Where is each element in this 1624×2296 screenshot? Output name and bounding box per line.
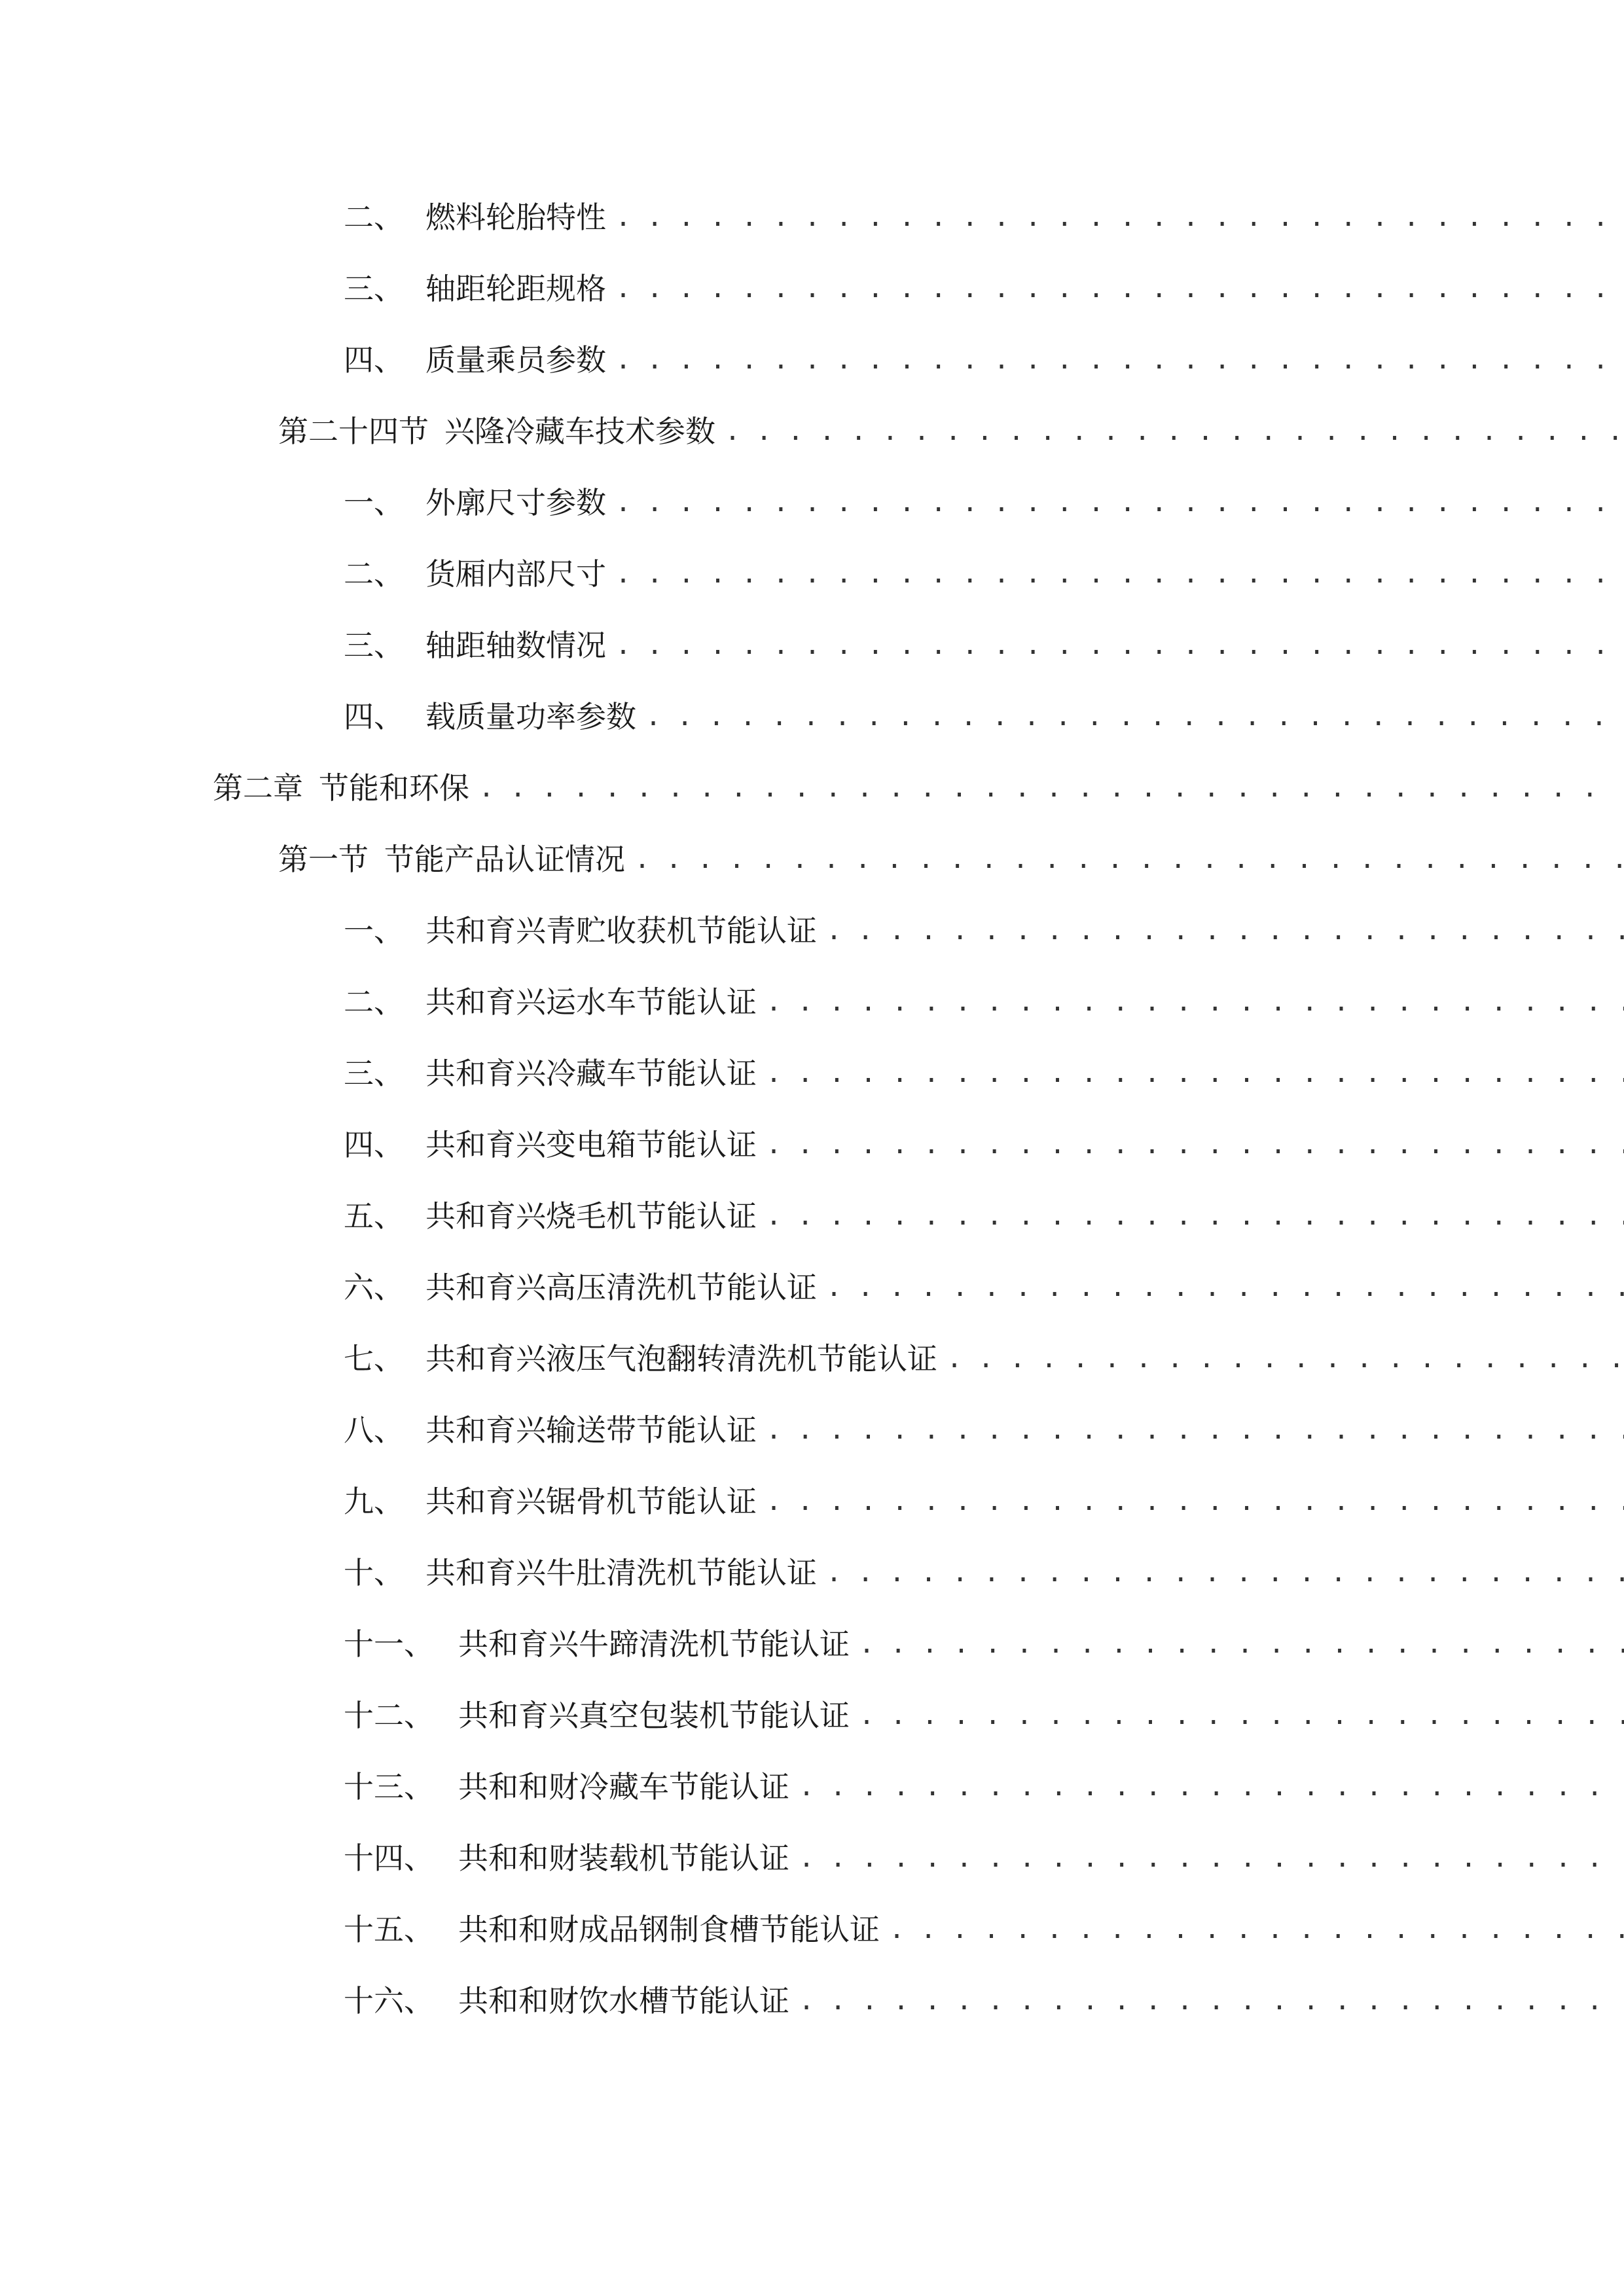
- toc-entry-number: 十五、: [344, 1912, 434, 1947]
- toc-entry-label: [344, 1975, 789, 2027]
- dot-leader: [826, 1547, 1624, 1599]
- dot-leader: [947, 1333, 1624, 1385]
- toc-entry-number: 十二、: [344, 1698, 434, 1733]
- dot-leader: [766, 1475, 1624, 1528]
- toc-entry[interactable]: [0, 833, 1624, 886]
- toc-entry-title: 共和和财冷藏车节能认证: [458, 1769, 789, 1804]
- toc-entry-number: 四、: [344, 342, 404, 378]
- toc-entry-title: 节能产品认证情况: [384, 842, 625, 877]
- toc-entry-label: [344, 262, 606, 315]
- toc-entry-number: 二、: [344, 200, 404, 235]
- toc-entry-label: [344, 905, 817, 957]
- dot-leader: [615, 262, 1624, 315]
- dot-leader: [766, 1119, 1624, 1171]
- toc-entry-number: 七、: [344, 1341, 404, 1376]
- toc-entry-label: [344, 334, 606, 386]
- dot-leader: [725, 405, 1624, 457]
- toc-entry-label: [344, 1903, 880, 1956]
- toc-entry-number: 一、: [344, 913, 404, 948]
- dot-leader: [478, 762, 1605, 814]
- toc-entry-number: 三、: [344, 271, 404, 306]
- toc-entry[interactable]: [0, 1975, 1624, 2027]
- toc-entry-title: 共和育兴运水车节能认证: [425, 984, 757, 1020]
- toc-entry[interactable]: [0, 762, 1624, 814]
- toc-entry-title: 共和和财成品钢制食槽节能认证: [458, 1912, 880, 1947]
- toc-entry-label: [278, 833, 625, 886]
- toc-entry[interactable]: [0, 1119, 1624, 1171]
- toc-entry-title: 共和和财饮水槽节能认证: [458, 1983, 789, 2018]
- toc-entry-label: [344, 1618, 850, 1670]
- toc-entry-title: 轴距轴数情况: [425, 628, 606, 663]
- dot-leader: [859, 1689, 1624, 1742]
- toc-entry-label: [213, 762, 469, 814]
- toc-entry-title: 共和育兴锯骨机节能认证: [425, 1484, 757, 1519]
- toc-entry[interactable]: [0, 548, 1624, 600]
- dot-leader: [859, 1618, 1624, 1670]
- toc-entry-number: 六、: [344, 1270, 404, 1305]
- toc-entry-title: 质量乘员参数: [425, 342, 606, 378]
- toc-entry-number: 第二十四节: [278, 414, 429, 449]
- dot-leader: [799, 1761, 1624, 1813]
- dot-leader: [615, 334, 1624, 386]
- dot-leader: [615, 476, 1624, 529]
- toc-entry-label: [344, 1119, 757, 1171]
- toc-entry[interactable]: [0, 619, 1624, 672]
- toc-entry-title: 节能和环保: [319, 770, 469, 806]
- toc-entry-title: 共和育兴青贮收获机节能认证: [425, 913, 817, 948]
- toc-entry-title: 货厢内部尺寸: [425, 556, 606, 592]
- toc-entry-number: 二、: [344, 556, 404, 592]
- toc-entry[interactable]: [0, 476, 1624, 529]
- toc-entry-number: 十四、: [344, 1840, 434, 1876]
- toc-entry-label: [344, 1689, 850, 1742]
- toc-entry-label: [344, 1475, 757, 1528]
- dot-leader: [799, 1975, 1624, 2027]
- dot-leader: [645, 691, 1624, 743]
- dot-leader: [766, 976, 1624, 1028]
- toc-entry-label: [344, 691, 636, 743]
- dot-leader: [615, 548, 1624, 600]
- toc-entry-title: 共和育兴牛蹄清洗机节能认证: [458, 1626, 850, 1662]
- dot-leader: [826, 1261, 1624, 1314]
- toc-entry-label: [344, 476, 606, 529]
- toc-entry-number: 九、: [344, 1484, 404, 1519]
- toc-entry-title: 共和育兴冷藏车节能认证: [425, 1056, 757, 1091]
- toc-entry-label: [344, 1047, 757, 1100]
- toc-entry[interactable]: [0, 1689, 1624, 1742]
- toc-entry-title: 燃料轮胎特性: [425, 200, 606, 235]
- dot-leader: [766, 1404, 1624, 1456]
- toc-entry-number: 十六、: [344, 1983, 434, 2018]
- toc-entry[interactable]: [0, 1404, 1624, 1456]
- toc-entry[interactable]: [0, 1475, 1624, 1528]
- toc-entry-number: 四、: [344, 1127, 404, 1162]
- toc-entry-label: [344, 1190, 757, 1242]
- dot-leader: [615, 619, 1624, 672]
- toc-entry[interactable]: [0, 334, 1624, 386]
- toc-entry-number: 八、: [344, 1412, 404, 1448]
- toc-entry-number: 一、: [344, 485, 404, 520]
- toc-entry[interactable]: [0, 1047, 1624, 1100]
- toc-entry-title: 共和育兴烧毛机节能认证: [425, 1198, 757, 1234]
- toc-entry-label: [344, 619, 606, 672]
- toc-entry-label: [344, 1547, 817, 1599]
- toc-entry-number: 第一节: [278, 842, 369, 877]
- toc-entry-label: [344, 1404, 757, 1456]
- toc-entry[interactable]: [0, 1618, 1624, 1670]
- toc-entry[interactable]: [0, 1333, 1624, 1385]
- toc-entry[interactable]: [0, 905, 1624, 957]
- toc-entry-title: 共和育兴输送带节能认证: [425, 1412, 757, 1448]
- toc-entry-number: 十一、: [344, 1626, 434, 1662]
- toc-entry-number: 十、: [344, 1555, 404, 1590]
- toc-entry-label: [344, 1333, 937, 1385]
- toc-entry-number: 十三、: [344, 1769, 434, 1804]
- toc-entry-title: 共和育兴牛肚清洗机节能认证: [425, 1555, 817, 1590]
- toc-entry-title: 共和育兴液压气泡翻转清洗机节能认证: [425, 1341, 937, 1376]
- toc-entry-label: [344, 1832, 789, 1884]
- dot-leader: [615, 191, 1624, 243]
- toc-entry[interactable]: [0, 1761, 1624, 1813]
- toc-entry-title: 共和和财装载机节能认证: [458, 1840, 789, 1876]
- toc-entry-label: [344, 191, 606, 243]
- toc-entry-number: 五、: [344, 1198, 404, 1234]
- toc-entry[interactable]: [0, 1190, 1624, 1242]
- toc-entry-title: 共和育兴真空包装机节能认证: [458, 1698, 850, 1733]
- dot-leader: [766, 1047, 1624, 1100]
- toc-entry-label: [344, 548, 606, 600]
- dot-leader: [826, 905, 1624, 957]
- toc-entry-page: [1621, 762, 1624, 814]
- toc-entry-title: 外廓尺寸参数: [425, 485, 606, 520]
- toc-entry-title: 载质量功率参数: [425, 699, 636, 734]
- toc-entry-title: 兴隆冷藏车技术参数: [444, 414, 715, 449]
- toc-entry-title: 共和育兴变电箱节能认证: [425, 1127, 757, 1162]
- toc-entry-number: 第二章: [213, 770, 303, 806]
- toc-entry-number: 三、: [344, 1056, 404, 1091]
- toc-entry[interactable]: [0, 262, 1624, 315]
- dot-leader: [766, 1190, 1624, 1242]
- toc-entry[interactable]: [0, 1832, 1624, 1884]
- toc-entry[interactable]: [0, 405, 1624, 457]
- toc-entry[interactable]: [0, 1903, 1624, 1956]
- toc-entry[interactable]: [0, 976, 1624, 1028]
- toc-entry[interactable]: [0, 191, 1624, 243]
- toc-entry-number: 二、: [344, 984, 404, 1020]
- toc-entry-title: 共和育兴高压清洗机节能认证: [425, 1270, 817, 1305]
- toc-entry-number: 三、: [344, 628, 404, 663]
- toc-entry-title: 轴距轮距规格: [425, 271, 606, 306]
- toc-entry-number: 四、: [344, 699, 404, 734]
- toc-entry[interactable]: [0, 1547, 1624, 1599]
- toc-entry-label: [344, 976, 757, 1028]
- dot-leader: [889, 1903, 1624, 1956]
- toc-entry-label: [278, 405, 715, 457]
- toc-entry-label: [344, 1261, 817, 1314]
- dot-leader: [799, 1832, 1624, 1884]
- dot-leader: [634, 833, 1624, 886]
- toc-entry-label: [344, 1761, 789, 1813]
- toc-entry[interactable]: [0, 1261, 1624, 1314]
- toc-entry[interactable]: [0, 691, 1624, 743]
